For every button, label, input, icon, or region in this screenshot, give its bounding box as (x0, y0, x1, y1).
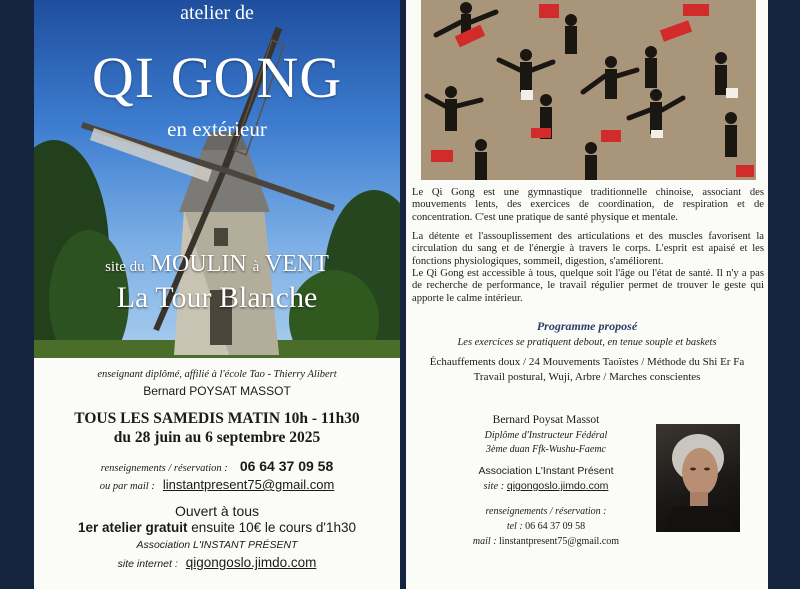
contact-phone-line (34, 458, 400, 476)
title-small: atelier de (180, 2, 254, 24)
site-label: site : (483, 481, 505, 492)
teacher-name: Bernard POYSAT MASSOT (143, 384, 291, 398)
program-line-1: Échauffements doux / 24 Mouvements Taoïstes / Méthode du Shi Er Fa (429, 356, 745, 368)
contact-mail-line (34, 476, 400, 494)
mail-value[interactable]: linstantpresent75@gmail.com (499, 536, 620, 547)
tel-line (446, 521, 646, 532)
email-link[interactable]: linstantpresent75@gmail.com (162, 477, 335, 492)
open-to-all: Ouvert à tous (174, 503, 260, 519)
qi-gong-dancers-image (421, 0, 756, 180)
diploma-2: 3ème duan Ffk-Wushu-Faemc (486, 444, 606, 455)
intro-paragraph-3: Le Qi Gong est accessible à tous, quelque soit l'âge ou l'état de santé. Il n'y a pas de recherche de performance, le travail régulier permet de trouver le geste qui apporte le calme intérieur. (412, 268, 764, 304)
windmill-photo (34, 0, 400, 358)
mail-label: mail : (472, 536, 497, 547)
tel-label: tel : (506, 521, 523, 532)
site-vent: VENT (264, 251, 329, 277)
title-big: QI GONG (91, 45, 343, 110)
portrait-illustration (656, 424, 740, 532)
association: Association L'Instant Présent (478, 465, 614, 477)
dates: du 28 juin au 6 septembre 2025 (113, 429, 321, 446)
site-line (446, 480, 646, 492)
site-moulin: MOULIN (150, 251, 247, 277)
teacher-name: Bernard Poysat Massot (492, 414, 600, 426)
program-line-2: Travail postural, Wuji, Arbre / Marches conscientes (473, 371, 701, 383)
web-label: site internet : (117, 558, 178, 570)
phone[interactable]: 06 64 37 09 58 (239, 458, 334, 474)
site-link[interactable]: qigongoslo.jimdo.com (506, 480, 609, 492)
info-label: renseignements / réservation : (485, 506, 607, 517)
info-label: renseignements / réservation : (100, 463, 228, 474)
subtitle: en extérieur (167, 117, 267, 141)
teacher-line: enseignant diplômé, affilié à l'école Tao - Thierry Alibert (97, 369, 337, 380)
schedule: TOUS LES SAMEDIS MATIN 10h - 11h30 (74, 410, 360, 427)
free-first: 1er atelier gratuit (77, 520, 188, 535)
price-line (34, 520, 400, 535)
dancers-illustration (421, 0, 756, 180)
intro-paragraph-2: La détente et l'assouplissement des articulations et des muscles favorisent la circulation du sang et de l'énergie à travers le corps. L'esprit est apaisé et les fonctions physiologiques, sommeil, digestion, s'améliorent. (412, 231, 764, 267)
teacher-portrait-photo (656, 424, 740, 532)
association: Association L'INSTANT PRÉSENT (136, 539, 298, 551)
intro-paragraph-1: Le Qi Gong est une gymnastique traditionnelle chinoise, associant des mouvements lents, des exercices de coordination, de respiration et de concentration. C'est une pratique de santé physique et mentale. (412, 187, 764, 223)
mail-label: ou par mail : (99, 481, 155, 492)
website-line (34, 554, 400, 572)
diploma-1: Diplôme d'Instructeur Fédéral (484, 430, 608, 441)
flyer-left-page (34, 0, 400, 589)
website-link[interactable]: qigongoslo.jimdo.com (185, 555, 317, 570)
flyer-right-page (406, 0, 768, 589)
mail-line (446, 536, 646, 547)
site-line (34, 251, 400, 278)
site-name: La Tour Blanche (116, 281, 318, 314)
site-prefix: site du (105, 259, 145, 275)
site-a: à (252, 259, 260, 275)
price-rest: ensuite 10€ le cours d'1h30 (191, 520, 356, 535)
tel-value[interactable]: 06 64 37 09 58 (525, 521, 586, 532)
program-title: Programme proposé (536, 319, 638, 333)
program-subtitle: Les exercices se pratiquent debout, en tenue souple et baskets (457, 337, 717, 348)
